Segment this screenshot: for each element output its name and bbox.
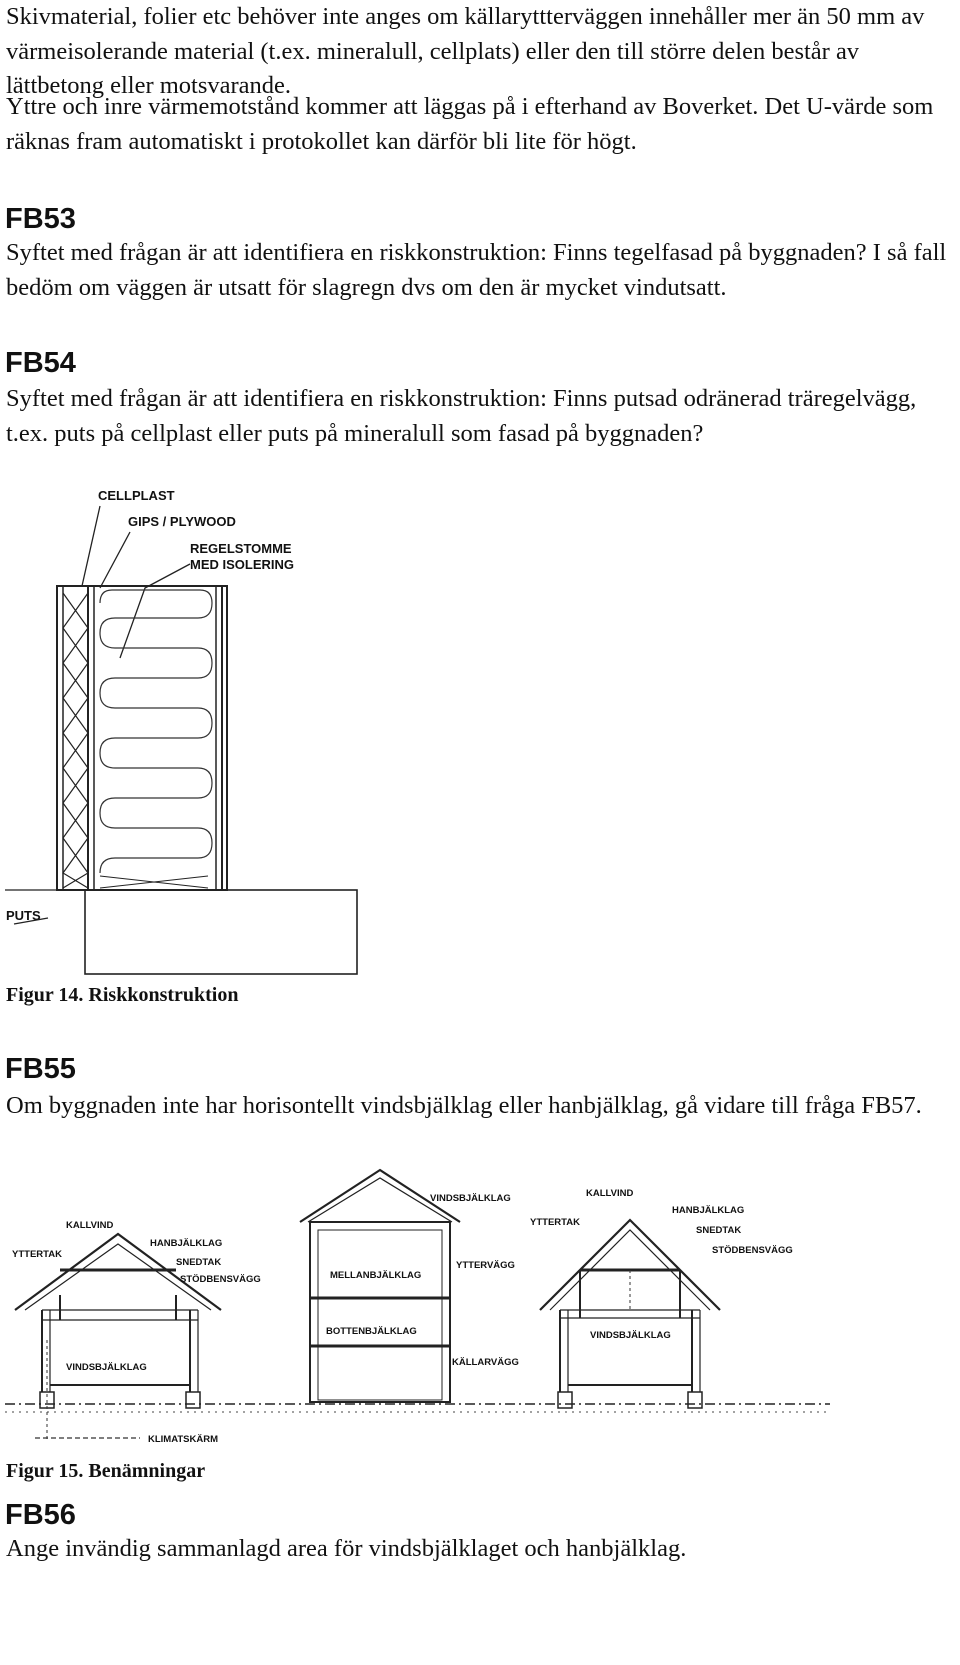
- diagram-label-vindsbjalklag3: VINDSBJÄLKLAG: [590, 1330, 671, 1341]
- diagram-label-bottenbjalklag: BOTTENBJÄLKLAG: [326, 1326, 417, 1337]
- heading-fb56: FB56: [5, 1499, 76, 1531]
- diagram-label-hanbjalklag3: HANBJÄLKLAG: [672, 1205, 745, 1216]
- diagram-label-klimatskarm: KLIMATSKÄRM: [148, 1434, 219, 1445]
- label-puts: PUTS: [6, 908, 41, 923]
- figure-14-wall-section: [0, 478, 370, 978]
- label-med-isolering: MED ISOLERING: [190, 557, 295, 572]
- diagram-label-kallvind3: KALLVIND: [586, 1188, 634, 1199]
- intro-paragraph-2: Yttre och inre värmemotstånd kommer att läggas på i efterhand av Boverket. Det U-värde som räknas fram automatiskt i protokollet kan därför bli lite för högt.: [6, 93, 934, 155]
- diagram-label-snedtak1: SNEDTAK: [176, 1257, 222, 1268]
- label-cellplast: CELLPLAST: [98, 488, 175, 503]
- diagram-label-kallarvagg: KÄLLARVÄGG: [452, 1357, 519, 1368]
- diagram-label-hanbjalklag1: HANBJÄLKLAG: [150, 1238, 223, 1249]
- intro-paragraph-1: Skivmaterial, folier etc behöver inte anges om källaryttterväggen innehåller mer än 50 mm av värmeisolerande material (t.ex. mineralull, cellplats) eller den till större delen består av lättbetong eller motsvarande.: [6, 3, 925, 99]
- heading-fb53: FB53: [5, 203, 76, 235]
- diagram-label-kallvind1: KALLVIND: [66, 1220, 114, 1231]
- diagram-label-yttertak3: YTTERTAK: [530, 1217, 580, 1228]
- label-regelstomme: REGELSTOMME: [190, 541, 292, 556]
- figure-15-building-sections: [0, 1160, 835, 1450]
- heading-fb55: FB55: [5, 1053, 76, 1085]
- fb56-text: Ange invändig sammanlagd area för vindsbjälklaget och hanbjälklag.: [6, 1535, 687, 1562]
- figure-15-caption: Figur 15. Benämningar: [6, 1460, 206, 1482]
- diagram-label-stodbensvagg1: STÖDBENSVÄGG: [180, 1274, 261, 1285]
- diagram-label-vindsbjalklag1: VINDSBJÄLKLAG: [66, 1362, 147, 1373]
- heading-fb54: FB54: [5, 347, 76, 379]
- diagram-label-stodbensvagg3: STÖDBENSVÄGG: [712, 1245, 793, 1256]
- fb55-text: Om byggnaden inte har horisontellt vindsbjälklag eller hanbjälklag, gå vidare till fråga FB57.: [6, 1092, 922, 1119]
- diagram-label-yttertak1: YTTERTAK: [12, 1249, 62, 1260]
- diagram-label-vindsbjalklag2: VINDSBJÄLKLAG: [430, 1193, 511, 1204]
- diagram-label-yttervagg: YTTERVÄGG: [456, 1260, 515, 1271]
- label-gips-plywood: GIPS / PLYWOOD: [128, 514, 236, 529]
- fb54-text: Syftet med frågan är att identifiera en riskkonstruktion: Finns putsad odränerad träregelvägg, t.ex. puts på cellplast eller puts på mineralull som fasad på byggnaden?: [6, 385, 917, 447]
- fb53-text: Syftet med frågan är att identifiera en riskkonstruktion: Finns tegelfasad på byggnaden? I så fall bedöm om väggen är utsatt för slagregn dvs om den är mycket vindutsatt.: [6, 239, 947, 301]
- figure-14-caption: Figur 14. Riskkonstruktion: [6, 984, 239, 1006]
- diagram-label-mellanbjalklag: MELLANBJÄLKLAG: [330, 1270, 422, 1281]
- diagram-label-snedtak3: SNEDTAK: [696, 1225, 742, 1236]
